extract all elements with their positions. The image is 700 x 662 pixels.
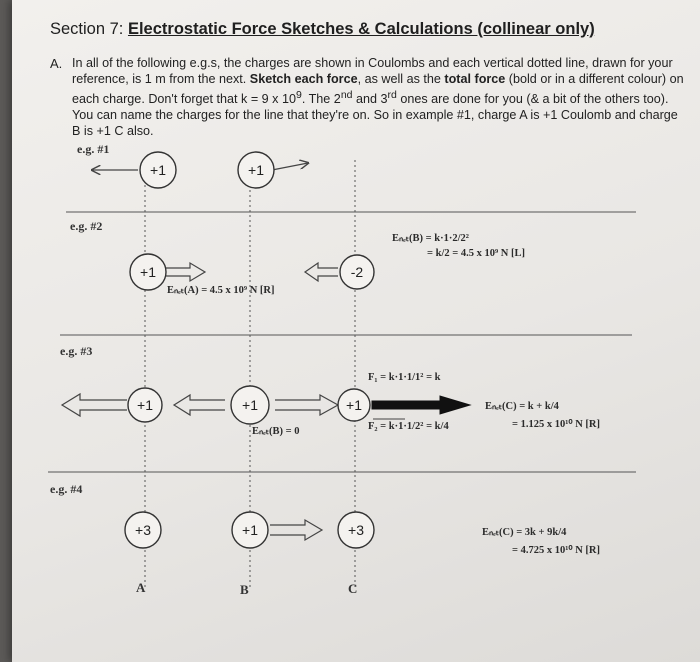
eg2-force-a-right	[165, 263, 205, 281]
charge-label: +3	[348, 522, 364, 538]
eg2-charge-c	[340, 255, 374, 289]
eg4-charge-c	[338, 512, 374, 548]
section-heading: Electrostatic Force Sketches & Calculations (collinear only)	[127, 20, 595, 38]
example-4-label: e.g. #4	[50, 482, 83, 496]
eg3-net-force-c	[372, 396, 470, 414]
charge-label: +1	[248, 162, 264, 178]
eg1-charge-a	[140, 152, 176, 188]
eg1-charge-b	[238, 152, 274, 188]
eg3-force-b-left	[174, 395, 225, 415]
eg2-charge-a	[130, 254, 166, 290]
eg4-net-c: Eₙₑₜ(C) = 3k + 9k/4	[482, 527, 567, 538]
instr-part: ones are done for you (& a bit of the others too). You can name the charges for the line that they're on. So in example #1, charge A is +1 Coulomb and charge B is +1 C also.	[72, 92, 678, 139]
line-letter-a: A	[136, 580, 146, 595]
charge-label: +1	[242, 397, 258, 413]
line-letter-b: B	[240, 582, 249, 597]
eg4-force-b-right	[270, 520, 322, 540]
charge-label: +1	[150, 162, 166, 178]
line-letter-c: C	[348, 581, 358, 596]
eg2-force-c-left	[305, 263, 338, 281]
eg3-charge-c	[338, 389, 370, 421]
eg3-f2: F₂ = k·1·1/2² = k/4	[368, 421, 449, 432]
example-3-label: e.g. #3	[60, 344, 93, 358]
eg3-charge-b	[231, 386, 269, 424]
eg3-net-c: Eₙₑₜ(C) = k + k/4	[485, 401, 559, 412]
eg1-force-b-right	[272, 163, 308, 170]
eg4-net-c-value: = 4.725 x 10¹⁰ N [R]	[512, 545, 600, 556]
eg3-force-a-left	[62, 394, 127, 416]
eg4-charge-a	[125, 512, 161, 548]
instruction-marker: A.	[50, 56, 63, 71]
instr-sup: 9	[295, 89, 302, 101]
charge-label: +1	[346, 397, 362, 413]
example-1-label: e.g. #1	[77, 142, 110, 156]
instr-part: , as well as the	[357, 72, 445, 86]
charge-label: -2	[350, 264, 364, 280]
charge-label: +1	[137, 397, 153, 413]
eg3-force-b-right	[275, 395, 338, 415]
example-2-label: e.g. #2	[70, 219, 103, 233]
instr-sup: rd	[387, 89, 397, 101]
instr-part: In all of the following e.g.s, the charges are shown in Coulombs and each vertical dotted line, drawn for your reference, is 1 m from the next.	[72, 56, 673, 86]
eg3-charge-a	[128, 388, 162, 422]
eg2-calc-line-2: = k/2 = 4.5 x 10⁹ N [L]	[427, 248, 525, 259]
instr-part: and 3	[352, 92, 388, 107]
instr-bold: Sketch each force	[249, 72, 358, 86]
charge-label: +3	[135, 522, 151, 538]
instr-part: . The 2	[301, 92, 341, 107]
instr-part: (bold or in a different colour) on each charge. Don't forget that k = 9 x 10	[72, 72, 684, 107]
eg3-net-b: Eₙₑₜ(B) = 0	[252, 426, 300, 437]
charge-label: +1	[242, 522, 258, 538]
eg3-net-c-value: = 1.125 x 10¹⁰ N [R]	[512, 419, 600, 430]
eg4-charge-b	[232, 512, 268, 548]
eg2-net-force-a: Eₙₑₜ(A) = 4.5 x 10⁹ N [R]	[167, 285, 275, 296]
instr-bold: total force	[444, 72, 506, 86]
instr-sup: nd	[340, 89, 353, 101]
eg3-f1: F₁ = k·1·1/1² = k	[368, 372, 441, 383]
charge-label: +1	[140, 264, 156, 280]
eg2-calc-line-1: Eₙₑₜ(B) = k·1·2/2²	[392, 233, 469, 244]
section-prefix: Section 7:	[50, 20, 128, 38]
